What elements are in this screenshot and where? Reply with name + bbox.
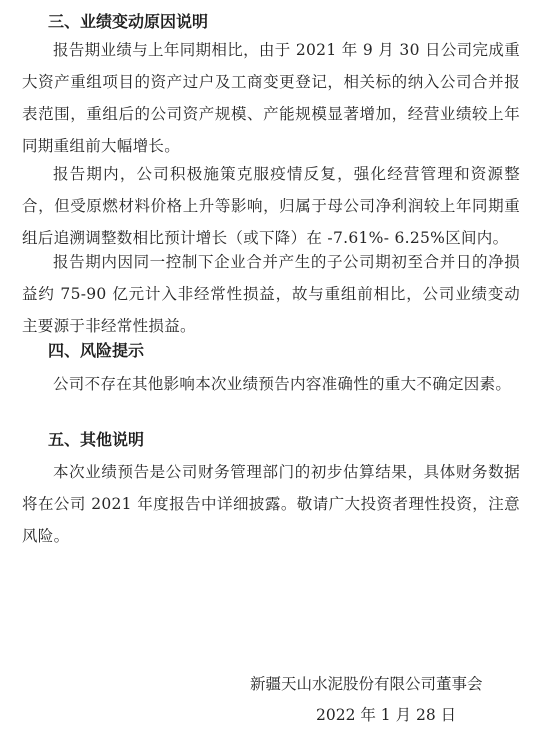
paragraph-non-recurring-gains: 报告期内因同一控制下企业合并产生的子公司期初至合并日的净损益约 75-90 亿元计入非经常性损益，故与重组前相比，公司业绩变动主要源于非经常性损益。 (22, 253, 520, 335)
section-heading-other-notes: 五、其他说明 (48, 430, 145, 449)
signature-date: 2022 年 1 月 28 日 (316, 706, 457, 724)
section-heading-risk-warning: 四、风险提示 (48, 341, 145, 360)
paragraph-other-notes: 本次业绩预告是公司财务管理部门的初步估算结果，具体财务数据将在公司 2021 年度报告中详细披露。敬请广大投资者理性投资，注意风险。 (22, 463, 520, 545)
signature-company: 新疆天山水泥股份有限公司董事会 (250, 675, 483, 693)
section-heading-performance-change-reasons: 三、业绩变动原因说明 (48, 12, 209, 31)
paragraph-net-profit-range: 报告期内，公司积极施策克服疫情反复，强化经营管理和资源整合，但受原燃材料价格上升等影响，归属于母公司净利润较上年同期重组后追溯调整数相比预计增长（或下降）在 -7.61%- 6.25%区间内。 (22, 165, 520, 247)
paragraph-risk-warning: 公司不存在其他影响本次业绩预告内容准确性的重大不确定因素。 (53, 375, 512, 393)
paragraph-restructuring: 报告期业绩与上年同期相比，由于 2021 年 9 月 30 日公司完成重大资产重组项目的资产过户及工商变更登记，相关标的纳入公司合并报表范围，重组后的公司资产规模、产能规模显著增加，经营业绩较上年同期重组前大幅增长。 (22, 41, 520, 155)
